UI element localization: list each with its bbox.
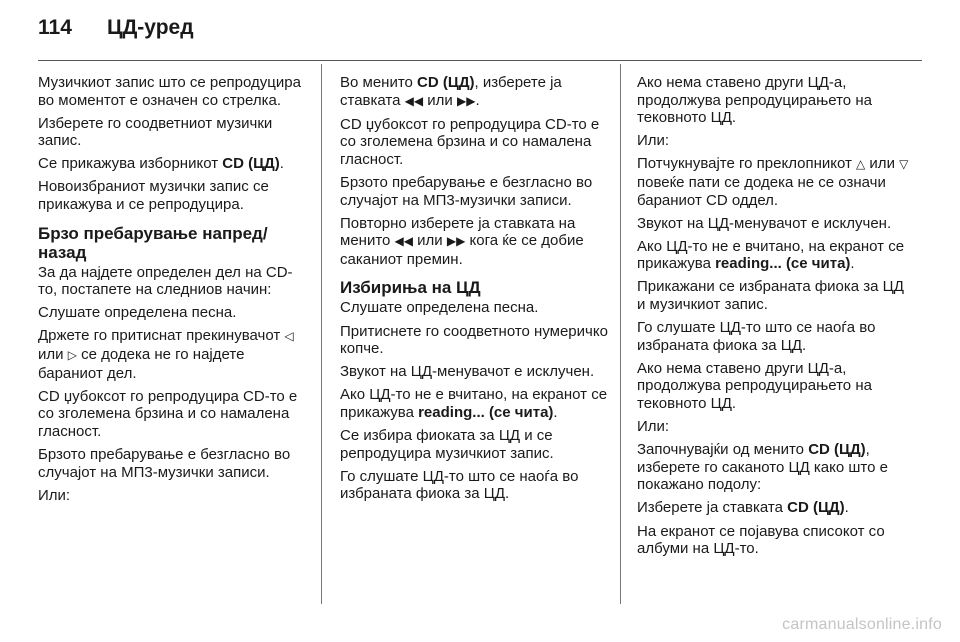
paragraph: [637, 238, 909, 273]
paragraph: На екранот се појавува списокот со албуми на ЦД-то.: [637, 522, 885, 558]
paragraph: [637, 499, 909, 517]
text-column-1: [38, 74, 310, 510]
paragraph: Звукот на ЦД-менувачот е исклучен.: [637, 214, 892, 232]
page-header: [38, 16, 194, 50]
paragraph: Го слушате ЦД-то што се наоѓа во избраната фиока за ЦД.: [637, 319, 876, 354]
paragraph: [637, 441, 909, 494]
paragraph: Ако нема ставено други ЦД-а, продолжува репродуцирањето на тековното ЦД.: [637, 359, 872, 412]
paragraph: Слушате определена песна.: [38, 304, 237, 322]
control-symbol-icon: ▽: [899, 157, 909, 172]
control-symbol-icon: ◁: [284, 329, 294, 344]
text-run: се додека не го најдете бараниот дел.: [38, 346, 245, 382]
paragraph: Ако нема ставено други ЦД-а, продолжува репродуцирањето на тековното ЦД.: [637, 74, 872, 127]
paragraph: [340, 386, 612, 421]
text-run: Ако ЦД-то не е вчитано, на екранот се прикажува: [340, 386, 608, 421]
paragraph: Новоизбраниот музички запис се прикажува и се репродуцира.: [38, 178, 269, 214]
menu-term: CD (ЦД): [222, 155, 280, 173]
text-run: .: [844, 499, 849, 517]
page-number: 114: [38, 16, 72, 39]
text-run: Се прикажува изборникот: [38, 155, 223, 173]
menu-term: reading... (се чита): [418, 403, 554, 421]
paragraph: Го слушате ЦД-то што се наоѓа во избраната фиока за ЦД.: [340, 467, 579, 503]
text-run: Изберете ја ставката: [637, 499, 788, 517]
paragraph: Или:: [38, 486, 71, 504]
paragraph: Изберете го соодветниот музички запис.: [38, 114, 273, 150]
menu-term: CD (ЦД): [808, 441, 866, 459]
text-column-2: [340, 74, 612, 508]
section-heading: Брзо пребарување напред/ назад: [38, 223, 268, 262]
page-title: ЦД-уред: [107, 16, 194, 39]
text-run: Започнувајќи од менито: [637, 441, 809, 459]
control-symbol-icon: ▷: [67, 348, 77, 363]
control-symbol-icon: ▶▶: [456, 93, 476, 108]
text-run: Држете го притиснат прекинувачот: [38, 327, 285, 345]
paragraph: [637, 155, 909, 209]
menu-term: reading... (се чита): [715, 255, 851, 273]
text-run: .: [279, 155, 284, 173]
text-run: , изберете го саканото ЦД како што е покажано подолу:: [637, 441, 888, 494]
text-run: или: [865, 155, 900, 173]
paragraph: Или:: [637, 132, 670, 150]
paragraph: За да најдете определен дел на CD-то, постапете на следниов начин:: [38, 263, 293, 299]
text-run: или: [38, 346, 68, 364]
text-run: Ако ЦД-то не е вчитано, на екранот се прикажува: [637, 237, 905, 273]
paragraph: Притиснете го соодветното нумеричко копче.: [340, 322, 608, 358]
paragraph: Брзото пребарување е безгласно во случајот на МП3-музички записи.: [340, 173, 593, 209]
section-heading: Избирињa на ЦД: [340, 278, 481, 298]
text-run: кога ќе се добие саканиот премин.: [340, 232, 584, 268]
control-symbol-icon: ▶▶: [446, 234, 466, 249]
paragraph: [340, 215, 612, 269]
paragraph: CD џубоксот го репродуцира CD-то е со зголемена брзина и со намалена гласност.: [340, 115, 600, 168]
column-divider-1: [321, 64, 322, 604]
paragraph: Звукот на ЦД-менувачот е исклучен.: [340, 363, 595, 381]
header-divider: [38, 60, 922, 61]
paragraph: Брзото пребарување е безгласно во случајот на МП3-музички записи.: [38, 446, 291, 481]
paragraph: Слушате определена песна.: [340, 299, 539, 317]
text-run: повеќе пати се додека не се означи бараниот CD оддел.: [637, 173, 886, 209]
text-run: или: [423, 91, 457, 109]
menu-term: CD (ЦД): [417, 74, 475, 91]
text-column-3: [637, 74, 909, 563]
watermark-text: carmanualsonline.info: [782, 616, 942, 633]
text-run: Повторно изберете ја ставката на менито: [340, 214, 576, 250]
paragraph: [38, 327, 310, 382]
text-run: Потчукнувајте го преклопникот: [637, 155, 857, 173]
paragraph: CD џубоксот го репродуцира CD-то е со зголемена брзина и со намалена гласност.: [38, 387, 298, 440]
text-run: .: [850, 255, 855, 273]
paragraph: Се избира фиоката за ЦД и се репродуцира музичкиот запис.: [340, 427, 554, 462]
control-symbol-icon: ◀◀: [404, 93, 424, 108]
column-divider-2: [620, 64, 621, 604]
paragraph: Или:: [637, 418, 670, 436]
menu-term: CD (ЦД): [787, 499, 845, 517]
paragraph: [340, 74, 612, 110]
paragraph: Прикажани се избраната фиока за ЦД и музичкиот запис.: [637, 278, 904, 314]
control-symbol-icon: ◀◀: [394, 234, 413, 249]
text-run: или: [413, 232, 447, 250]
text-run: .: [475, 91, 480, 109]
text-run: , изберете ја ставката: [340, 74, 562, 109]
text-run: Во менито: [340, 74, 418, 91]
text-run: .: [553, 403, 558, 421]
paragraph: Музичкиот запис што се репродуцира во моментот е означен со стрелка.: [38, 74, 301, 109]
control-symbol-icon: △: [856, 157, 866, 172]
paragraph: [38, 155, 310, 173]
